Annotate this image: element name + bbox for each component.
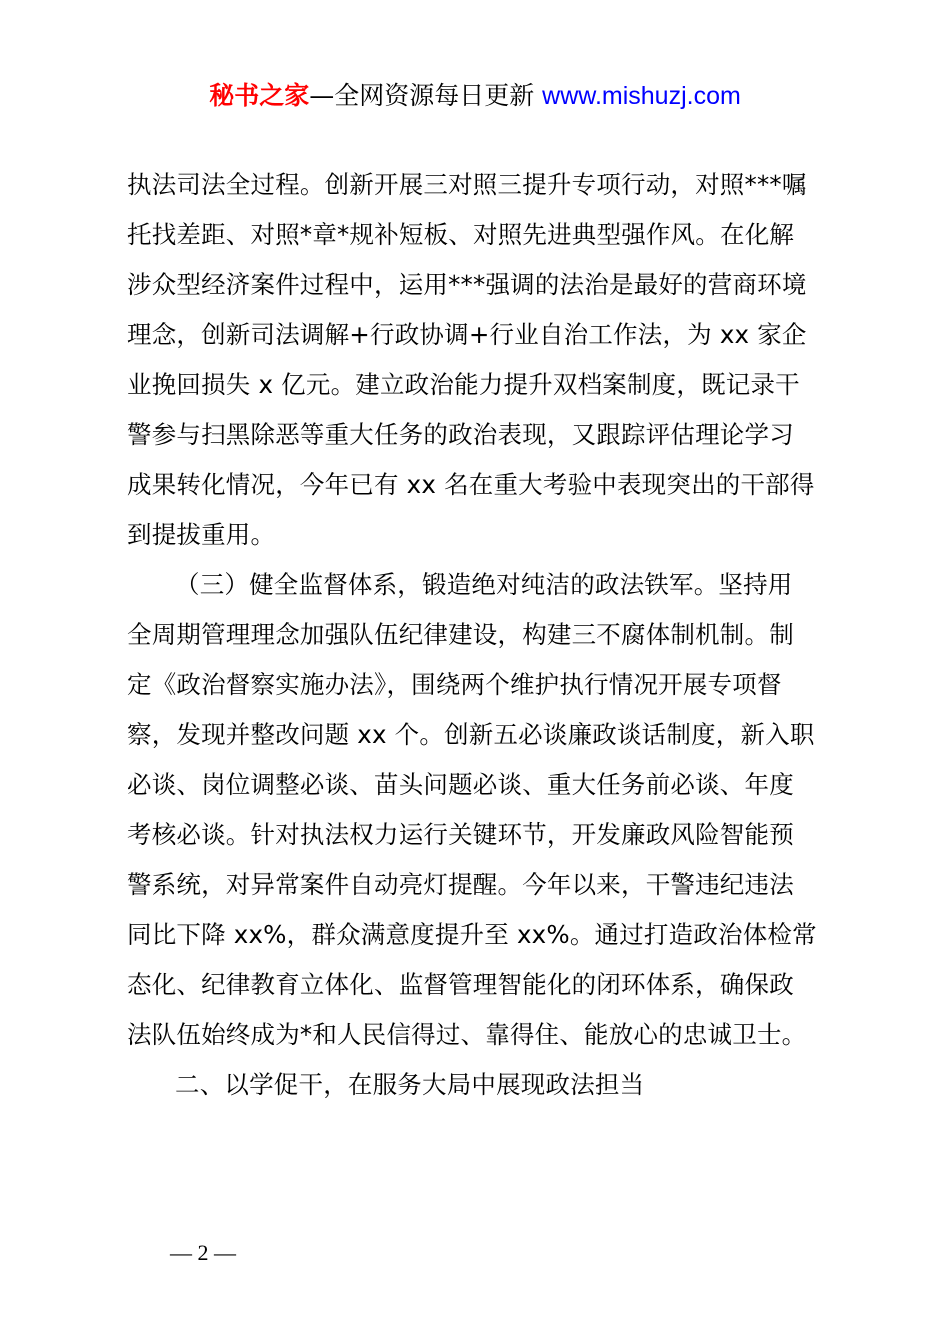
body-line: 全周期管理理念加强队伍纪律建设，构建三不腐体制机制。制 — [127, 620, 794, 649]
body-line: 态化、纪律教育立体化、监督管理智能化的闭环体系，确保政 — [127, 970, 794, 999]
body-line: 成果转化情况，今年已有 xx 名在重大考验中表现突出的干部得 — [127, 470, 815, 499]
body-line: 涉众型经济案件过程中，运用***强调的法治是最好的营商环境 — [127, 270, 807, 299]
site-watermark-header — [0, 78, 950, 114]
body-line: 必谈、岗位调整必谈、苗头问题必谈、重大任务前必谈、年度 — [127, 770, 794, 799]
brand-tagline: —全网资源每日更新 — [309, 81, 543, 110]
body-line: 同比下降 xx%，群众满意度提升至 xx%。通过打造政治体检常 — [127, 920, 817, 949]
body-line: 考核必谈。针对执法权力运行关键环节，开发廉政风险智能预 — [127, 820, 794, 849]
body-line: 托找差距、对照*章*规补短板、对照先进典型强作风。在化解 — [127, 220, 795, 249]
body-line: 法队伍始终成为*和人民信得过、靠得住、能放心的忠诚卫士。 — [127, 1020, 807, 1049]
chapter-heading-line: 二、以学促干，在服务大局中展现政法担当 — [175, 1070, 645, 1099]
page-number: — 2 — — [170, 1240, 236, 1265]
body-line: 执法司法全过程。创新开展三对照三提升专项行动，对照***嘱 — [127, 170, 807, 199]
body-line: 理念，创新司法调解+行政协调+行业自治工作法，为 xx 家企 — [127, 320, 807, 349]
document-body — [127, 160, 837, 1110]
brand-name: 秘书之家 — [209, 81, 310, 110]
body-line: 定《政治督察实施办法》，围绕两个维护执行情况开展专项督 — [127, 670, 782, 699]
section-heading-line: （三）健全监督体系，锻造绝对纯洁的政法铁军。坚持用 — [175, 570, 793, 599]
body-line: 到提拔重用。 — [127, 520, 276, 549]
body-line: 察，发现并整改问题 xx 个。创新五必谈廉政谈话制度，新入职 — [127, 720, 815, 749]
body-line: 警系统，对异常案件自动亮灯提醒。今年以来，干警违纪违法 — [127, 870, 794, 899]
site-url[interactable]: www.mishuzj.com — [542, 82, 741, 110]
body-line: 业挽回损失 x 亿元。建立政治能力提升双档案制度，既记录干 — [127, 370, 800, 399]
body-line: 警参与扫黑除恶等重大任务的政治表现，又跟踪评估理论学习 — [127, 420, 794, 449]
